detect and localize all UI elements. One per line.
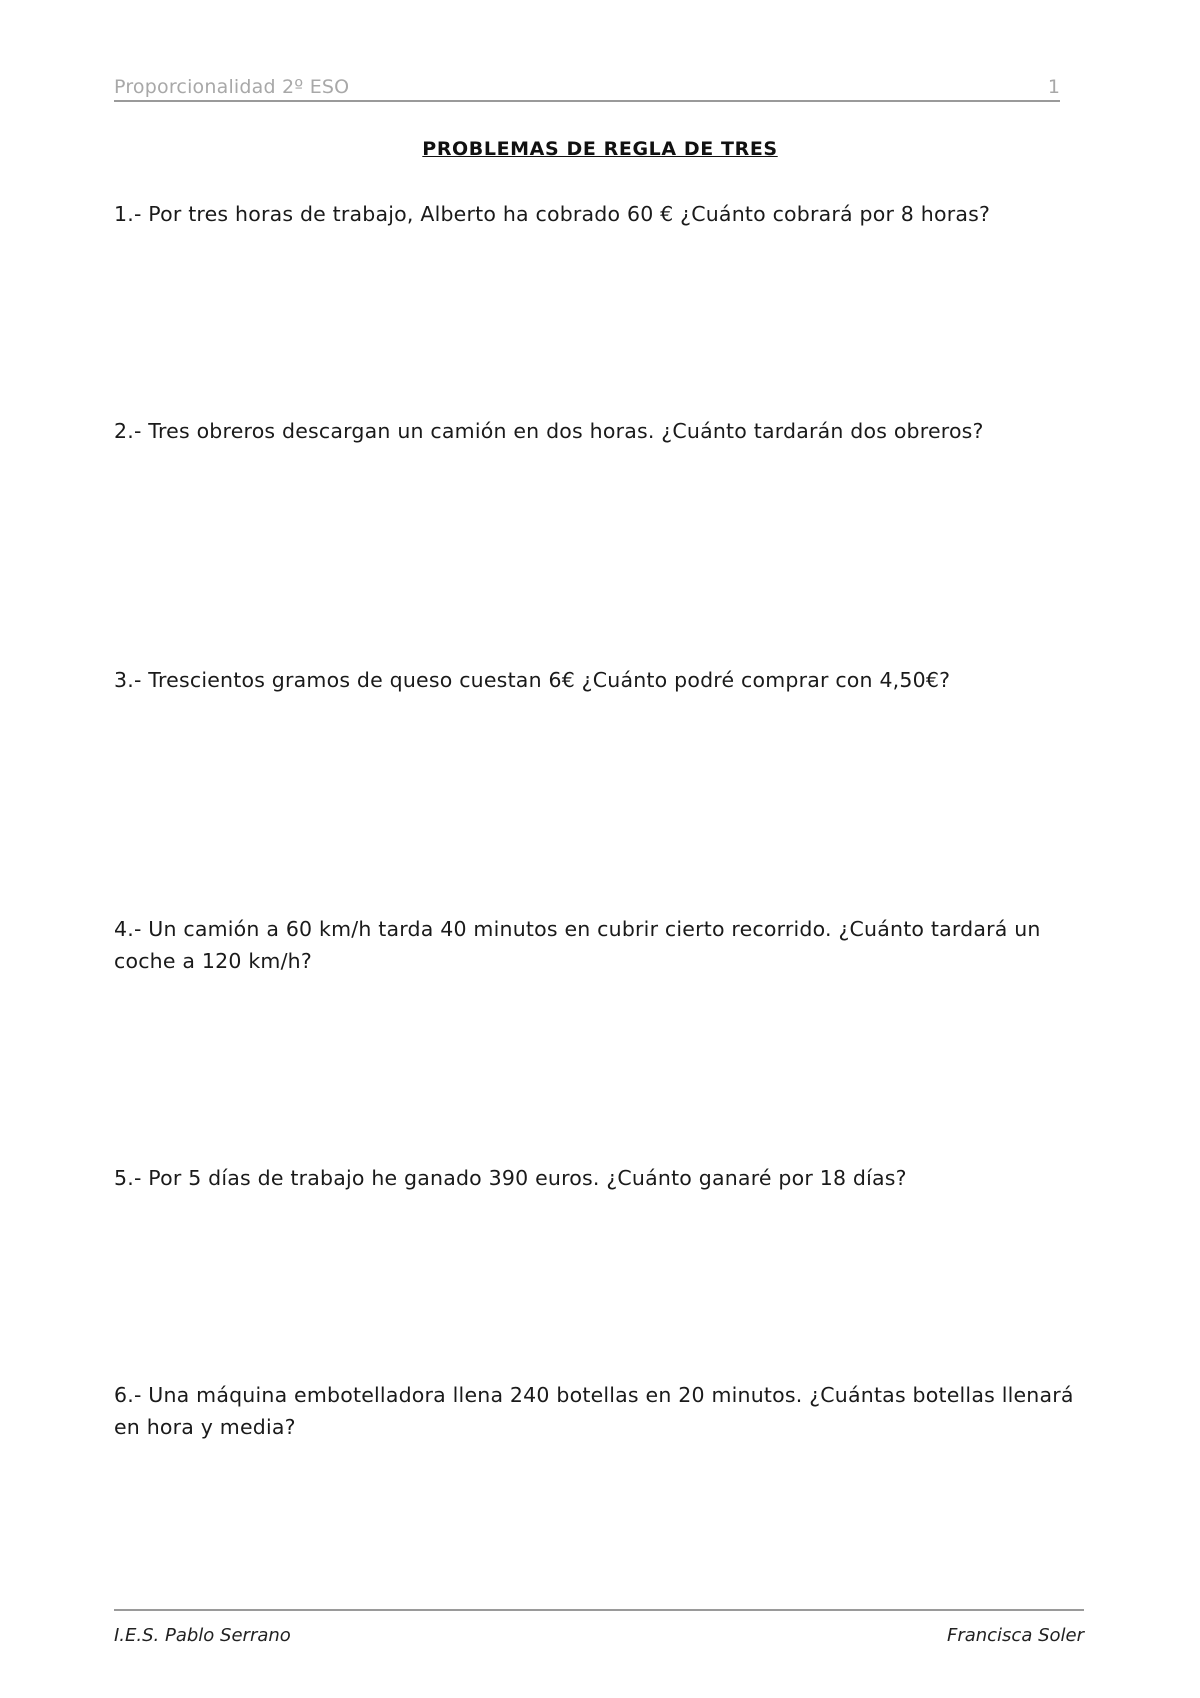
footer-author: Francisca Soler xyxy=(946,1625,1084,1646)
problem-4: 4.- Un camión a 60 km/h tarda 40 minutos en cubrir cierto recorrido. ¿Cuánto tardará un coche a 120 km/h? xyxy=(114,917,1041,973)
worksheet-title: PROBLEMAS DE REGLA DE TRES xyxy=(422,138,778,160)
footer-school: I.E.S. Pablo Serrano xyxy=(114,1625,291,1646)
header-course-title: Proporcionalidad 2º ESO xyxy=(114,76,350,98)
header-page-number: 1 xyxy=(1047,76,1060,98)
problem-3: 3.- Trescientos gramos de queso cuestan 6€ ¿Cuánto podré comprar con 4,50€? xyxy=(114,668,951,692)
problem-5: 5.- Por 5 días de trabajo he ganado 390 euros. ¿Cuánto ganaré por 18 días? xyxy=(114,1166,907,1190)
page-footer xyxy=(114,1609,1084,1646)
page-header xyxy=(114,74,1060,102)
problem-6: 6.- Una máquina embotelladora llena 240 botellas en 20 minutos. ¿Cuántas botellas llenará en hora y media? xyxy=(114,1383,1074,1439)
problem-1: 1.- Por tres horas de trabajo, Alberto ha cobrado 60 € ¿Cuánto cobrará por 8 horas? xyxy=(114,202,991,226)
problem-2: 2.- Tres obreros descargan un camión en dos horas. ¿Cuánto tardarán dos obreros? xyxy=(114,419,984,443)
